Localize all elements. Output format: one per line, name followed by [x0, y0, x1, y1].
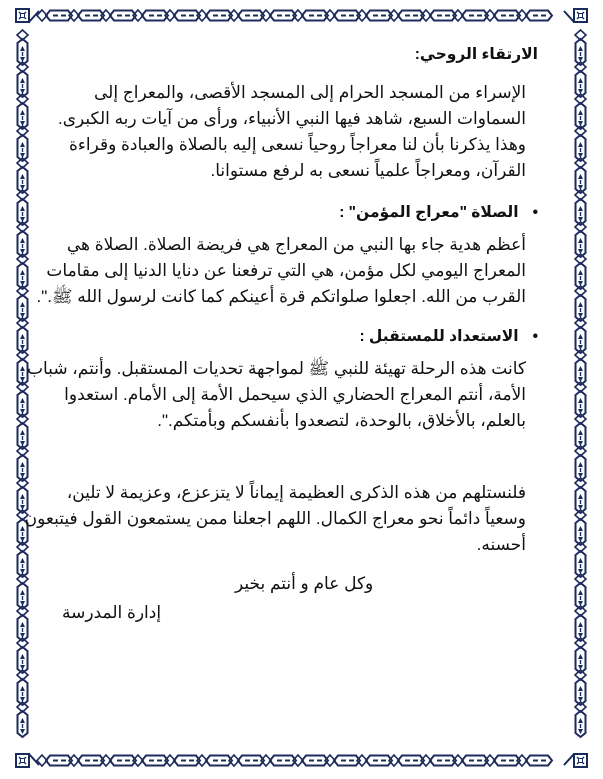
border-cartouche — [526, 11, 552, 21]
border-drop — [20, 494, 25, 499]
bullet-icon: • — [532, 328, 538, 345]
border-drop — [20, 238, 25, 243]
paragraph-line: الأمة، أنتم المعراج الحضاري الذي سيحمل الأمة إلى الأمام. استعدوا — [64, 385, 526, 404]
section-paragraph-spiritual-ascension — [58, 80, 526, 184]
border-drop — [578, 334, 583, 339]
border-drop — [20, 78, 25, 83]
border-drop — [20, 462, 25, 467]
paragraph-line: وسعياً دائماً نحو معراج الكمال. اللهم اجعلنا ممن يستمعون القول فيتبعون — [24, 509, 526, 528]
border-drop — [20, 46, 25, 51]
section-heading-text: الصلاة "معراج المؤمن" : — [339, 204, 519, 221]
border-drop — [578, 238, 583, 243]
section-heading-spiritual-ascension: الارتقاء الروحي: — [414, 46, 538, 63]
paragraph-line: أعظم هدية جاء بها النبي من المعراج هي فريضة الصلاة. الصلاة هي — [66, 235, 526, 254]
paragraph-line: الإسراء من المسجد الحرام إلى المسجد الأقصى، والمعراج إلى — [94, 83, 526, 102]
paragraph-line: أحسنه. — [476, 535, 526, 554]
border-joiner — [564, 754, 574, 765]
border-drop — [20, 686, 25, 691]
border-drop — [20, 270, 25, 275]
border-corner-center — [579, 14, 583, 18]
border-drop — [578, 590, 583, 595]
border-drop — [20, 590, 25, 595]
border-drop — [578, 462, 583, 467]
paragraph-line: المعراج اليومي لكل مؤمن، هي التي ترفعنا عن دنايا الدنيا إلى مقامات — [46, 261, 526, 280]
border-drop — [578, 366, 583, 371]
border-drop — [20, 654, 25, 659]
border-drop — [578, 78, 583, 83]
paragraph-line: القرب من الله. اجعلوا صلواتكم قرة أعينكم كما كانت لرسول الله ﷺ.". — [36, 287, 526, 306]
border-drop — [578, 142, 583, 147]
border-drop — [578, 430, 583, 435]
paragraph-line: فلنستلهم من هذه الذكرى العظيمة إيماناً لا يتزعزع، وعزيمة لا تلين، — [66, 483, 526, 502]
border-drop — [578, 46, 583, 51]
border-drop — [20, 729, 25, 734]
border-corner-center — [21, 14, 25, 18]
paragraph-line: وهذا يذكرنا بأن لنا معراجاً روحياً نسعى إليه بالصلاة والعبادة وقراءة — [68, 135, 526, 154]
border-drop — [578, 718, 583, 723]
section-heading-prayer — [339, 203, 538, 222]
border-drop — [578, 686, 583, 691]
border-corner-center — [21, 759, 25, 763]
closing-paragraph — [24, 480, 526, 558]
section-paragraph-prayer — [36, 232, 526, 310]
paragraph-line: السماوات السبع، شاهد فيها النبي الأنبياء، ورأى من آيات ربه الكبرى. — [58, 109, 526, 128]
border-drop — [578, 558, 583, 563]
border-drop — [578, 622, 583, 627]
border-drop — [578, 110, 583, 115]
border-drop — [20, 366, 25, 371]
border-drop — [578, 206, 583, 211]
border-drop — [578, 654, 583, 659]
border-drop — [20, 110, 25, 115]
signature: إدارة المدرسة — [62, 603, 162, 622]
border-drop — [578, 526, 583, 531]
border-drop — [578, 270, 583, 275]
paragraph-line: بالعلم، بالأخلاق، بالوحدة، لتصعدوا بأنفسكم وبأمتكم.". — [157, 411, 526, 430]
border-drop — [20, 174, 25, 179]
border-drop — [20, 622, 25, 627]
border-drop — [20, 302, 25, 307]
paragraph-line: كانت هذه الرحلة تهيئة للنبي ﷺ لمواجهة تحديات المستقبل. وأنتم، شباب — [27, 359, 526, 378]
border-corner-center — [579, 759, 583, 763]
section-heading-future-readiness — [359, 327, 538, 346]
paragraph-line: القرآن، ومعراجاً علمياً نسعى به لرفع مستوانا. — [210, 161, 526, 180]
border-cartouche — [526, 756, 552, 766]
border-drop — [20, 398, 25, 403]
border-drop — [578, 729, 583, 734]
section-paragraph-future-readiness — [27, 356, 526, 434]
border-drop — [20, 206, 25, 211]
greeting: وكل عام و أنتم بخير — [235, 574, 374, 593]
border-joiner — [564, 11, 574, 22]
bullet-icon: • — [532, 204, 538, 221]
border-drop — [20, 430, 25, 435]
border-drop — [20, 718, 25, 723]
border-drop — [578, 494, 583, 499]
border-drop — [578, 302, 583, 307]
border-drop — [20, 142, 25, 147]
section-heading-text: الاستعداد للمستقبل : — [359, 328, 519, 345]
border-drop — [20, 334, 25, 339]
border-drop — [578, 174, 583, 179]
border-drop — [20, 558, 25, 563]
border-drop — [578, 398, 583, 403]
